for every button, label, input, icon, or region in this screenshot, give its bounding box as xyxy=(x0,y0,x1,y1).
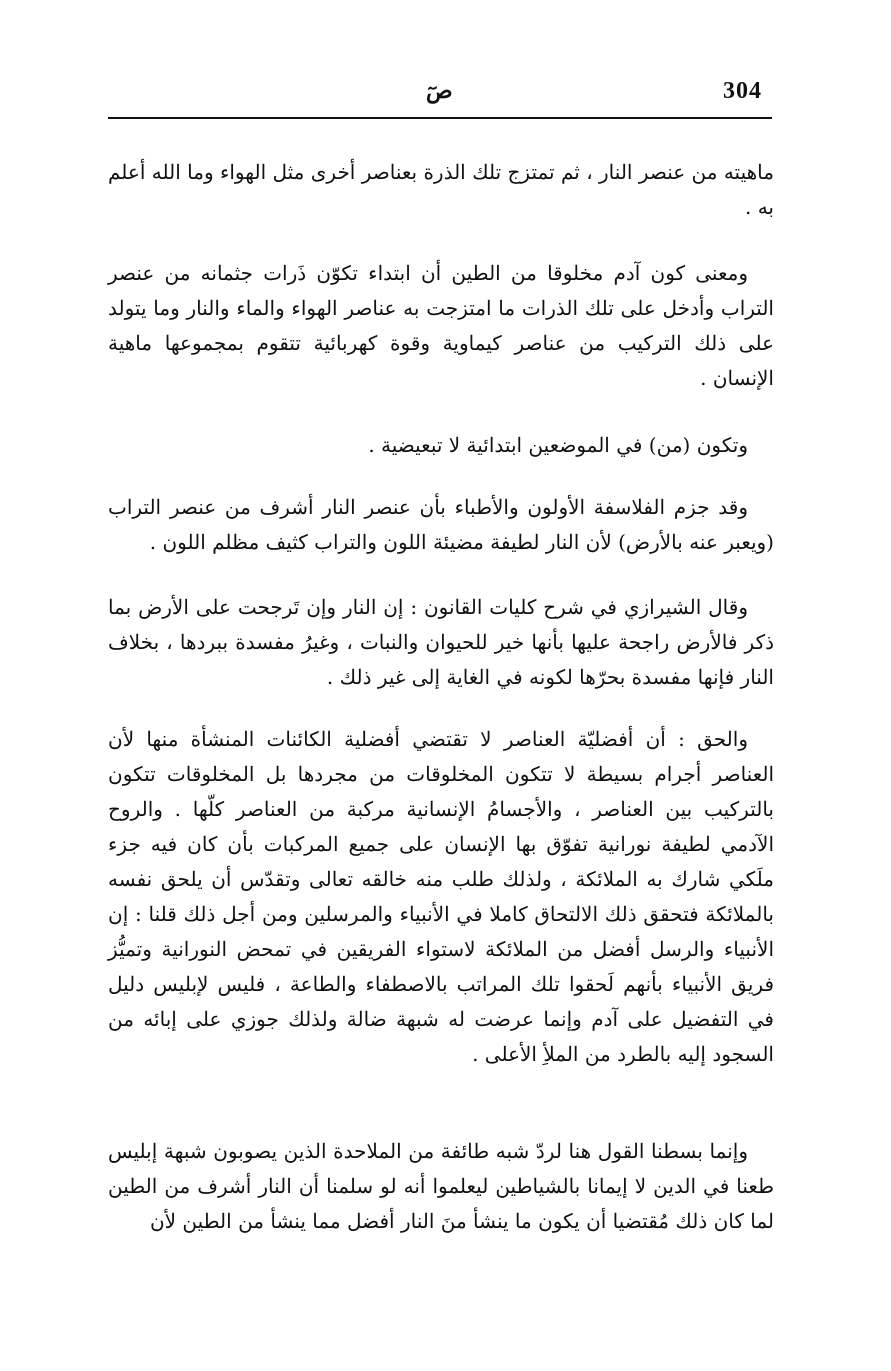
paragraph-6: والحق : أن أفضليّة العناصر لا تقتضي أفضلية الكائنات المنشأة منها لأن العناصر أجرام بسيطة لا تتكون المخلوقات من مجردها بل المخلوقات تتكون بالتركيب بين العناصر ، والأجسامُ الإنسانية مركبة من العناصر كلّها . والروح الآدمي لطيفة نورانية تفوّق بها الإنسان على جميع المركبات بأن كان فيه جزء ملَكي شارك به الملائكة ، ولذلك طلب منه خالقه تعالى وتقدّس أن يلحق نفسه بالملائكة فتحقق ذلك الالتحاق كاملا في الأنبياء والمرسلين ومن أجل ذلك قلنا : إن الأنبياء والرسل أفضل من الملائكة لاستواء الفريقين في تمحض النورانية وتميُّز فريق الأنبياء بأنهم لَحقوا تلك المراتب بالاصطفاء والطاعة ، فليس لإبليس دليل في التفضيل على آدم وإنما عرضت له شبهة ضالة ولذلك جوزي على إبائه من السجود إليه بالطرد من الملأِ الأعلى . xyxy=(108,727,775,1066)
page-number: 304 xyxy=(723,78,762,104)
running-head: صٓ xyxy=(426,78,453,104)
paragraph-2: ومعنى كون آدم مخلوقا من الطين أن ابتداء تكوّن ذَرات جثمانه من عنصر التراب وأدخل على تلك الذرات ما امتزجت به عناصر الهواء والماء والنار وما يتولد على ذلك التركيب من عناصر كيماوية وقوة كهربائية تتقوم بمجموعها ماهية الإنسان . xyxy=(108,261,774,390)
paragraph-3: وتكون (من) في الموضعين ابتدائية لا تبعيضية . xyxy=(368,433,748,457)
paragraph-1: ماهيته من عنصر النار ، ثم تمتزج تلك الذرة بعناصر أخرى مثل الهواء وما الله أعلم به . xyxy=(108,160,774,219)
header-rule xyxy=(108,117,772,119)
paragraph-5: وقال الشيرازي في شرح كليات القانون : إن النار وإن تَرجحت على الأرض بما ذكر فالأرض راجحة عليها بأنها خير للحيوان والنبات ، وغيرُ مفسدة ببردها ، بخلاف النار فإنها مفسدة بحرّها لكونه في الغاية إلى غير ذلك . xyxy=(108,595,774,689)
paragraph-7: وإنما بسطنا القول هنا لردّ شبه طائفة من الملاحدة الذين يصوبون شبهة إبليس طعنا في الدين لا إيمانا بالشياطين ليعلموا أنه لو سلمنا أن النار أشرف من الطين لما كان ذلك مُقتضيا أن يكون ما ينشأ منَ النار أفضل مما ينشأ من الطين لأن xyxy=(108,1139,774,1233)
page-header xyxy=(108,78,772,118)
paragraph-4: وقد جزم الفلاسفة الأولون والأطباء بأن عنصر النار أشرف من عنصر التراب (ويعبر عنه بالأرض) لأن النار لطيفة مضيئة اللون والتراب كثيف مظلم اللون . xyxy=(108,495,774,554)
